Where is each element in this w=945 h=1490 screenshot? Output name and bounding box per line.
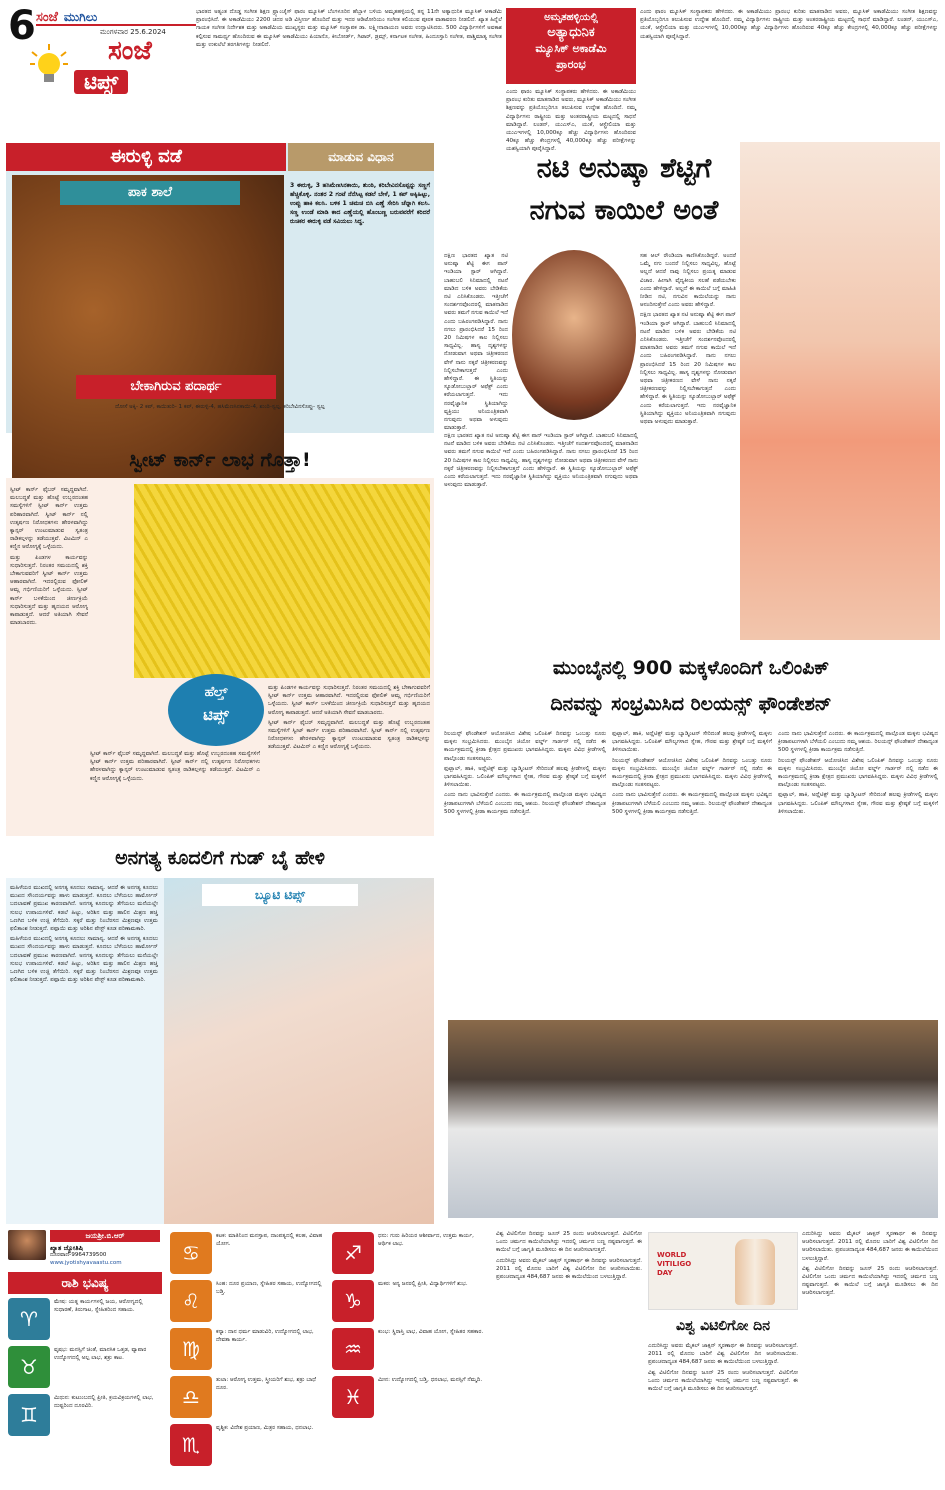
page-number: 6 (8, 3, 36, 49)
aquarius-icon: ♒ (332, 1328, 374, 1370)
sign-row: ♏ ವೃಶ್ಚಿಕ: ವಿದೇಶ ಪ್ರಯಾಣ, ಮಿತ್ರರ ಸಹಾಯ, ಧನಲಾಭ. (170, 1424, 326, 1468)
sign-row: ♑ ಮಕರ: ಅನ್ಯ ಜನರಲ್ಲಿ ಪ್ರೀತಿ, ವಿದ್ಯಾರ್ಥಿಗಳಿಗೆ ಶುಭ. (332, 1280, 488, 1324)
reliance-headline: ಮುಂಬೈನಲ್ಲಿ 900 ಮಕ್ಕಳೊಂದಿಗೆ ಒಲಿಂಪಿಕ್ ದಿನವನ್ನು ಸಂಭ್ರಮಿಸಿದ ರಿಲಯನ್ಸ್ ಫೌಂಡೇಶನ್ (550, 657, 832, 715)
signs-col-3 (332, 1232, 488, 1424)
beauty-headline: ಅನಗತ್ಯ ಕೂದಲಿಗೆ ಗುಡ್ ಬೈ ಹೇಳಿ (115, 847, 325, 869)
anushka-photo (740, 142, 940, 640)
vitiligo-poster: WORLD VITILIGO DAY (648, 1232, 798, 1310)
music-article-right: ಎಂದು ಫಾರಂ ಮ್ಯೂಸಿಕ್ ಸಂಸ್ಥಾಪಕರು ಹೇಳಿದರು. ಈ ಅಕಾಡೆಮಿಯು ಪ್ರಾರಂಭ ಕುರಿತು ಮಾತನಾಡಿದ ಅವರು, ಮ್ಯೂಸಿಕ್ ಅಕಾಡೆಮಿಯು ಸಂಗೀತ ಶಿಕ್ಷಣವನ್ನು ಪ್ರತಿಯೊಬ್ಬರಿಗೂ ತಲುಪಿಸುವ ಉದ್ದೇಶ ಹೊಂದಿದೆ. ನಮ್ಮ ವಿದ್ಯಾರ್ಥಿಗಳು ರಾಷ್ಟ್ರೀಯ ಮತ್ತು ಅಂತರರಾಷ್ಟ್ರೀಯ ಮಟ್ಟದಲ್ಲಿ ಸಾಧನೆ ಮಾಡಿದ್ದಾರೆ. ಲಂಡನ್, ಯುಎಸ್ಎ, ಯುಕೆ, ಆಸ್ಟ್ರೇಲಿಯಾ ಮತ್ತು ಯುಎಇಗಳಲ್ಲಿ 10,000ಕ್ಕೂ ಹೆಚ್ಚು ವಿದ್ಯಾರ್ಥಿಗಳು ಹೊಂದಿರುವ 40ಕ್ಕೂ ಹೆಚ್ಚು ಕೇಂದ್ರಗಳಲ್ಲಿ 40,000ಕ್ಕೂ ಹೆಚ್ಚು ಪರೀಕ್ಷೆಗಳನ್ನು ಯಶಸ್ವಿಯಾಗಿ ಪೂರೈಸಿದ್ದಾರೆ. (640, 9, 938, 40)
sign-row: ♒ ಕುಂಭ: ಸ್ಥಿರಾಸ್ತಿ ಲಾಭ, ವಿವಾಹ ಯೋಗ, ಸ್ನೇಹಿತರ ಸಹಕಾರ. (332, 1328, 488, 1372)
rashi-bhavishya-heading: ರಾಶಿ ಭವಿಷ್ಯ (8, 1272, 162, 1294)
sign-row: ♉ ವೃಷಭ: ಮನಸ್ಸಿಗೆ ಚಿಂತೆ, ಮಾನಸಿಕ ಒತ್ತಡ, ವ್ಯಾಪಾರ ಉದ್ಯೋಗದಲ್ಲಿ ಅಲ್ಪ ಲಾಭ, ಶತ್ರು ಕಾಟ. (8, 1346, 160, 1390)
masthead (8, 3, 198, 96)
vitiligo-body-3: ಎದುರಿಸಿದ್ದು ಅವರು ಮೈಕಲ್ ಜಾಕ್ಸನ್ ಸ್ಮರಣಾರ್ಥ ಈ ದಿನವನ್ನು ಆಚರಿಸಲಾಗುತ್ತದೆ. 2011 ರಲ್ಲಿ ಮೊದಲ ಬಾರಿಗೆ ವಿಶ್ವ ವಿಟಿಲಿಗೋ ದಿನ ಆಚರಿಸಲಾಯಿತು. ಪ್ರಪಂಚದಾದ್ಯಂತ 484,687 ಜನರು ಈ ಕಾಯಿಲೆಯಿಂದ ಬಳಲುತ್ತಿದ್ದಾರೆ. ವಿಶ್ವ ವಿಟಿಲಿಗೋ ದಿನವನ್ನು ಜೂನ್ 25 ರಂದು ಆಚರಿಸಲಾಗುತ್ತದೆ. ವಿಟಿಲಿಗೋ ಒಂದು ಚರ್ಮದ ಕಾಯಿಲೆಯಾಗಿದ್ದು ಇದರಲ್ಲಿ ಚರ್ಮದ ಬಣ್ಣ ನಷ್ಟವಾಗುತ್ತದೆ. ಈ ಕಾಯಿಲೆ ಬಗ್ಗೆ ಜಾಗೃತಿ ಮೂಡಿಸಲು ಈ ದಿನ ಆಚರಿಸಲಾಗುತ್ತದೆ. (802, 1231, 938, 1297)
aries-icon: ♈ (8, 1298, 50, 1340)
reliance-body-2: ಫುಟ್ಬಾಲ್, ಹಾಕಿ, ಅಥ್ಲೆಟಿಕ್ಸ್ ಮತ್ತು ಬ್ಯಾಡ್ಮಿಂಟನ್ ಸೇರಿದಂತೆ ಹಲವು ಕ್ರೀಡೆಗಳಲ್ಲಿ ಮಕ್ಕಳು ಭಾಗವಹಿಸಿದ್ದರು. ಒಲಿಂಪಿಕ್ ಮೌಲ್ಯಗಳಾದ ಸ್ನೇಹ, ಗೌರವ ಮತ್ತು ಶ್ರೇಷ್ಠತೆ ಬಗ್ಗೆ ಮಕ್ಕಳಿಗೆ ತಿಳಿಸಲಾಯಿತು. ರಿಲಯನ್ಸ್ ಫೌಂಡೇಶನ್ ಆಯೋಜಿಸಿದ ವಿಶೇಷ ಒಲಿಂಪಿಕ್ ದಿನವನ್ನು ಒಂಬತ್ತು ನೂರು ಮಕ್ಕಳು ಸಂಭ್ರಮಿಸಿದರು. ಮುಂಬೈನ ಜಿಯೋ ವರ್ಲ್ಡ್ ಗಾರ್ಡನ್ ನಲ್ಲಿ ನಡೆದ ಈ ಕಾರ್ಯಕ್ರಮದಲ್ಲಿ ಕ್ರೀಡಾ ಕ್ಷೇತ್ರದ ಪ್ರಮುಖರು ಭಾಗವಹಿಸಿದ್ದರು. ಮಕ್ಕಳು ವಿವಿಧ ಕ್ರೀಡೆಗಳಲ್ಲಿ ಪಾಲ್ಗೊಂಡು ಸಂತಸಪಟ್ಟರು. ಎಂದು ನಾನು ಭಾವಿಸುತ್ತೇನೆ ಎಂದರು. ಈ ಕಾರ್ಯಕ್ರಮದಲ್ಲಿ ಪಾಲ್ಗೊಂಡ ಮಕ್ಕಳು ಭವಿಷ್ಯದ ಕ್ರೀಡಾಪಟುಗಳಾಗಿ ಬೆಳೆಯಲಿ ಎಂಬುದು ನಮ್ಮ ಆಶಯ. ರಿಲಯನ್ಸ್ ಫೌಂಡೇಶನ್ ದೇಶಾದ್ಯಂತ 500 ಸ್ಥಳಗಳಲ್ಲಿ ಕ್ರೀಡಾ ಕಾರ್ಯಕ್ರಮ ನಡೆಸುತ್ತಿದೆ. (612, 731, 772, 815)
beauty-body: ಮಹಿಳೆಯರ ಮುಖದಲ್ಲಿ ಅನಗತ್ಯ ಕೂದಲು ಸಾಮಾನ್ಯ. ಆದರೆ ಈ ಅನಗತ್ಯ ಕೂದಲು ಮುಖದ ಸೌಂದರ್ಯವನ್ನು ಹಾಳು ಮಾಡುತ್ತದೆ. ಕೂದಲು ಬೆಳೆಯಲು ಹಾರ್ಮೋನ್ ಬದಲಾವಣೆ ಪ್ರಮುಖ ಕಾರಣವಾಗಿದೆ. ಅನಗತ್ಯ ಕೂದಲನ್ನು ತೆಗೆಯಲು ಮನೆಯಲ್ಲೇ ಸುಲಭ ಉಪಾಯಗಳಿವೆ. ಕಡಲೆ ಹಿಟ್ಟು, ಅರಿಶಿನ ಮತ್ತು ಹಾಲಿನ ಮಿಶ್ರಣ ಹಚ್ಚಿ ಒಣಗಿದ ಬಳಿಕ ಉಜ್ಜಿ ತೆಗೆಯಿರಿ. ಸಕ್ಕರೆ ಮತ್ತು ನಿಂಬೆರಸದ ಮಿಶ್ರಣವೂ ಉತ್ತಮ ಫಲಿತಾಂಶ ನೀಡುತ್ತದೆ. ಪಪ್ಪಾಯಿ ಮತ್ತು ಅರಿಶಿನ ಪೇಸ್ಟ್ ಕೂಡ ಪರಿಣಾಮಕಾರಿ. ಮಹಿಳೆಯರ ಮುಖದಲ್ಲಿ ಅನಗತ್ಯ ಕೂದಲು ಸಾಮಾನ್ಯ. ಆದರೆ ಈ ಅನಗತ್ಯ ಕೂದಲು ಮುಖದ ಸೌಂದರ್ಯವನ್ನು ಹಾಳು ಮಾಡುತ್ತದೆ. ಕೂದಲು ಬೆಳೆಯಲು ಹಾರ್ಮೋನ್ ಬದಲಾವಣೆ ಪ್ರಮುಖ ಕಾರಣವಾಗಿದೆ. ಅನಗತ್ಯ ಕೂದಲನ್ನು ತೆಗೆಯಲು ಮನೆಯಲ್ಲೇ ಸುಲಭ ಉಪಾಯಗಳಿವೆ. ಕಡಲೆ ಹಿಟ್ಟು, ಅರಿಶಿನ ಮತ್ತು ಹಾಲಿನ ಮಿಶ್ರಣ ಹಚ್ಚಿ ಒಣಗಿದ ಬಳಿಕ ಉಜ್ಜಿ ತೆಗೆಯಿರಿ. ಸಕ್ಕರೆ ಮತ್ತು ನಿಂಬೆರಸದ ಮಿಶ್ರಣವೂ ಉತ್ತಮ ಫಲಿತಾಂಶ ನೀಡುತ್ತದೆ. ಪಪ್ಪಾಯಿ ಮತ್ತು ಅರಿಶಿನ ಪೇಸ್ಟ್ ಕೂಡ ಪರಿಣಾಮಕಾರಿ. (10, 885, 158, 984)
libra-icon: ♎ (170, 1376, 212, 1418)
virgo-icon: ♍ (170, 1328, 212, 1370)
beauty-photo (164, 878, 434, 1224)
sign-row: ♈ ಮೇಷ: ಯತ್ನ ಕಾರ್ಯಗಳಲ್ಲಿ ಜಯ, ಆರೋಗ್ಯದಲ್ಲಿ ಸುಧಾರಣೆ, ತಿರುಗಾಟ, ಸ್ನೇಹಿತರಿಂದ ಸಹಾಯ. (8, 1298, 160, 1342)
ingredients-text: ದೋಸೆ ಅಕ್ಕಿ- 2 ಕಪ್, ಕಾಯಿತುರಿ- 1 ಕಪ್, ಈರುಳ್ಳಿ-4, ಹಸಿಮೆಣಸಿನಕಾಯಿ-4, ಶುಂಠಿ-ಸ್ವಲ್ಪ, ಕರಿಬೇವಿನಸೊಪ್ಪು- ಸ್ವಲ್ಪ (115, 404, 325, 410)
astrologer-website: www.jyotishyavaastu.com (50, 1260, 122, 1266)
brand-mugilu: ಮುಗಿಲು (63, 9, 98, 24)
anushka-body-side: ಸಹ ಆಲ್ ರೌಂಡಿಯಾ ಕಾಣಿಸಿಕೊಂಡಿದ್ದರೆ. ಅಂದರೆ ಒಮ್ಮೆ ನಗು ಬಂದರೆ ನಿಲ್ಲಿಸಲು ಸಾಧ್ಯವಿಲ್ಲ, ಹೊಟ್ಟೆ ಅಲ್ಲದೆ ಆದರೆ ನಾವು ನಿಲ್ಲಿಸಲು ಪ್ರಯತ್ನ ಮಾಡುವ ವಿಚಾರ. ಹೀಗಾಗಿ ವೈದ್ಯಕೀಯ ಸಲಹೆ ಪಡೆಯಬೇಕು ಎಂದು ಹೇಳಿದ್ದಾರೆ. ಅಲ್ಲದೆ ಈ ಕಾಯಿಲೆ ಬಗ್ಗೆ ಮಾಹಿತಿ ನೀಡಿದ ನಟಿ, ನಗುವಿನ ಕಾಯಿಲೆಯನ್ನು ನಾನು ಆನಂದಿಸುತ್ತೇನೆ ಎಂದು ಅವರು ಹೇಳಿದ್ದಾರೆ. ದಕ್ಷಿಣ ಭಾರತದ ಖ್ಯಾತ ನಟಿ ಅನುಷ್ಕಾ ಶೆಟ್ಟಿ ಈಗ ಪಾನ್ ಇಂಡಿಯಾ ಸ್ಟಾರ್ ಆಗಿದ್ದಾರೆ. ಬಾಹುಬಲಿ ಸಿನಿಮಾದಲ್ಲಿ ನಟನೆ ಮಾಡಿದ ಬಳಿಕ ಅವರು ಬೇಡಿಕೆಯ ನಟಿ ಎನಿಸಿಕೊಂಡರು. ಇತ್ತೀಚೆಗೆ ಸಂದರ್ಶನವೊಂದರಲ್ಲಿ ಮಾತನಾಡಿದ ಅವರು ತಮಗೆ ನಗುವ ಕಾಯಿಲೆ ಇದೆ ಎಂದು ಬಹಿರಂಗಪಡಿಸಿದ್ದಾರೆ. ನಾನು ನಗಲು ಪ್ರಾರಂಭಿಸಿದರೆ 15 ರಿಂದ 20 ನಿಮಿಷಗಳ ಕಾಲ ನಿಲ್ಲಿಸಲು ಸಾಧ್ಯವಿಲ್ಲ. ಹಾಸ್ಯ ದೃಶ್ಯಗಳನ್ನು ನೋಡುವಾಗ ಅಥವಾ ಚಿತ್ರೀಕರಣದ ವೇಳೆ ನಾನು ನಕ್ಕರೆ ಚಿತ್ರೀಕರಣವನ್ನು ನಿಲ್ಲಿಸಬೇಕಾಗುತ್ತದೆ ಎಂದು ಹೇಳಿದ್ದಾರೆ. ಈ ಸ್ಥಿತಿಯನ್ನು ಸ್ಯೂಡೋಬುಲ್ಬಾರ್ ಅಫೆಕ್ಟ್ ಎಂದು ಕರೆಯಲಾಗುತ್ತದೆ. ಇದು ನರವೈಜ್ಞಾನಿಕ ಸ್ಥಿತಿಯಾಗಿದ್ದು ವ್ಯಕ್ತಿಯು ಅನಿಯಂತ್ರಿತವಾಗಿ ನಗುವುದು ಅಥವಾ ಅಳುವುದು ಮಾಡುತ್ತಾರೆ. (640, 253, 736, 426)
taurus-icon: ♉ (8, 1346, 50, 1388)
astrologer-title: ಖ್ಯಾತ ಜ್ಯೋತಿಷಿ (50, 1244, 84, 1252)
anushka-portrait-inset (512, 250, 636, 420)
issue-date: ಮಂಗಳವಾರ 25.6.2024 (100, 28, 166, 36)
anushka-body-main: ದಕ್ಷಿಣ ಭಾರತದ ಖ್ಯಾತ ನಟಿ ಅನುಷ್ಕಾ ಶೆಟ್ಟಿ ಈಗ ಪಾನ್ ಇಂಡಿಯಾ ಸ್ಟಾರ್ ಆಗಿದ್ದಾರೆ. ಬಾಹುಬಲಿ ಸಿನಿಮಾದಲ್ಲಿ ನಟನೆ ಮಾಡಿದ ಬಳಿಕ ಅವರು ಬೇಡಿಕೆಯ ನಟಿ ಎನಿಸಿಕೊಂಡರು. ಇತ್ತೀಚೆಗೆ ಸಂದರ್ಶನವೊಂದರಲ್ಲಿ ಮಾತನಾಡಿದ ಅವರು ತಮಗೆ ನಗುವ ಕಾಯಿಲೆ ಇದೆ ಎಂದು ಬಹಿರಂಗಪಡಿಸಿದ್ದಾರೆ. ನಾನು ನಗಲು ಪ್ರಾರಂಭಿಸಿದರೆ 15 ರಿಂದ 20 ನಿಮಿಷಗಳ ಕಾಲ ನಿಲ್ಲಿಸಲು ಸಾಧ್ಯವಿಲ್ಲ. ಹಾಸ್ಯ ದೃಶ್ಯಗಳನ್ನು ನೋಡುವಾಗ ಅಥವಾ ಚಿತ್ರೀಕರಣದ ವೇಳೆ ನಾನು ನಕ್ಕರೆ ಚಿತ್ರೀಕರಣವನ್ನು ನಿಲ್ಲಿಸಬೇಕಾಗುತ್ತದೆ ಎಂದು ಹೇಳಿದ್ದಾರೆ. ಈ ಸ್ಥಿತಿಯನ್ನು ಸ್ಯೂಡೋಬುಲ್ಬಾರ್ ಅಫೆಕ್ಟ್ ಎಂದು ಕರೆಯಲಾಗುತ್ತದೆ. ಇದು ನರವೈಜ್ಞಾನಿಕ ಸ್ಥಿತಿಯಾಗಿದ್ದು ವ್ಯಕ್ತಿಯು ಅನಿಯಂತ್ರಿತವಾಗಿ ನಗುವುದು ಅಥವಾ ಅಳುವುದು ಮಾಡುತ್ತಾರೆ. (444, 433, 638, 489)
signs-col-1 (8, 1298, 160, 1442)
beauty-box (6, 878, 434, 1224)
corn-photo (134, 484, 430, 678)
capricorn-icon: ♑ (332, 1280, 374, 1322)
sign-row: ♐ ಧನು: ಗುರು ಹಿರಿಯರ ಆಶೀರ್ವಾದ, ಉತ್ತಮ ಕಾರ್ಯ, ಆರ್ಥಿಕ ಲಾಭ. (332, 1232, 488, 1276)
signs-col-2 (170, 1232, 326, 1472)
health-tips-badge: ಹೆಲ್ತ್ ಟಿಪ್ಸ್ (168, 674, 264, 746)
anushka-body-left: ದಕ್ಷಿಣ ಭಾರತದ ಖ್ಯಾತ ನಟಿ ಅನುಷ್ಕಾ ಶೆಟ್ಟಿ ಈಗ ಪಾನ್ ಇಂಡಿಯಾ ಸ್ಟಾರ್ ಆಗಿದ್ದಾರೆ. ಬಾಹುಬಲಿ ಸಿನಿಮಾದಲ್ಲಿ ನಟನೆ ಮಾಡಿದ ಬಳಿಕ ಅವರು ಬೇಡಿಕೆಯ ನಟಿ ಎನಿಸಿಕೊಂಡರು. ಇತ್ತೀಚೆಗೆ ಸಂದರ್ಶನವೊಂದರಲ್ಲಿ ಮಾತನಾಡಿದ ಅವರು ತಮಗೆ ನಗುವ ಕಾಯಿಲೆ ಇದೆ ಎಂದು ಬಹಿರಂಗಪಡಿಸಿದ್ದಾರೆ. ನಾನು ನಗಲು ಪ್ರಾರಂಭಿಸಿದರೆ 15 ರಿಂದ 20 ನಿಮಿಷಗಳ ಕಾಲ ನಿಲ್ಲಿಸಲು ಸಾಧ್ಯವಿಲ್ಲ. ಹಾಸ್ಯ ದೃಶ್ಯಗಳನ್ನು ನೋಡುವಾಗ ಅಥವಾ ಚಿತ್ರೀಕರಣದ ವೇಳೆ ನಾನು ನಕ್ಕರೆ ಚಿತ್ರೀಕರಣವನ್ನು ನಿಲ್ಲಿಸಬೇಕಾಗುತ್ತದೆ ಎಂದು ಹೇಳಿದ್ದಾರೆ. ಈ ಸ್ಥಿತಿಯನ್ನು ಸ್ಯೂಡೋಬುಲ್ಬಾರ್ ಅಫೆಕ್ಟ್ ಎಂದು ಕರೆಯಲಾಗುತ್ತದೆ. ಇದು ನರವೈಜ್ಞಾನಿಕ ಸ್ಥಿತಿಯಾಗಿದ್ದು ವ್ಯಕ್ತಿಯು ಅನಿಯಂತ್ರಿತವಾಗಿ ನಗುವುದು ಅಥವಾ ಅಳುವುದು ಮಾಡುತ್ತಾರೆ. (444, 253, 508, 432)
sign-row: ♓ ಮೀನ: ಉದ್ಯೋಗದಲ್ಲಿ ಬಡ್ತಿ, ಧನಲಾಭ, ಮನಸ್ಸಿಗೆ ನೆಮ್ಮದಿ. (332, 1376, 488, 1420)
gemini-icon: ♊ (8, 1394, 50, 1436)
recipe-title: ಈರುಳ್ಳಿ ವಡೆ (6, 143, 286, 171)
reliance-body-1: ರಿಲಯನ್ಸ್ ಫೌಂಡೇಶನ್ ಆಯೋಜಿಸಿದ ವಿಶೇಷ ಒಲಿಂಪಿಕ್ ದಿನವನ್ನು ಒಂಬತ್ತು ನೂರು ಮಕ್ಕಳು ಸಂಭ್ರಮಿಸಿದರು. ಮುಂಬೈನ ಜಿಯೋ ವರ್ಲ್ಡ್ ಗಾರ್ಡನ್ ನಲ್ಲಿ ನಡೆದ ಈ ಕಾರ್ಯಕ್ರಮದಲ್ಲಿ ಕ್ರೀಡಾ ಕ್ಷೇತ್ರದ ಪ್ರಮುಖರು ಭಾಗವಹಿಸಿದ್ದರು. ಮಕ್ಕಳು ವಿವಿಧ ಕ್ರೀಡೆಗಳಲ್ಲಿ ಪಾಲ್ಗೊಂಡು ಸಂತಸಪಟ್ಟರು. ಫುಟ್ಬಾಲ್, ಹಾಕಿ, ಅಥ್ಲೆಟಿಕ್ಸ್ ಮತ್ತು ಬ್ಯಾಡ್ಮಿಂಟನ್ ಸೇರಿದಂತೆ ಹಲವು ಕ್ರೀಡೆಗಳಲ್ಲಿ ಮಕ್ಕಳು ಭಾಗವಹಿಸಿದ್ದರು. ಒಲಿಂಪಿಕ್ ಮೌಲ್ಯಗಳಾದ ಸ್ನೇಹ, ಗೌರವ ಮತ್ತು ಶ್ರೇಷ್ಠತೆ ಬಗ್ಗೆ ಮಕ್ಕಳಿಗೆ ತಿಳಿಸಲಾಯಿತು. ಎಂದು ನಾನು ಭಾವಿಸುತ್ತೇನೆ ಎಂದರು. ಈ ಕಾರ್ಯಕ್ರಮದಲ್ಲಿ ಪಾಲ್ಗೊಂಡ ಮಕ್ಕಳು ಭವಿಷ್ಯದ ಕ್ರೀಡಾಪಟುಗಳಾಗಿ ಬೆಳೆಯಲಿ ಎಂಬುದು ನಮ್ಮ ಆಶಯ. ರಿಲಯನ್ಸ್ ಫೌಂಡೇಶನ್ ದೇಶಾದ್ಯಂತ 500 ಸ್ಥಳಗಳಲ್ಲಿ ಕ್ರೀಡಾ ಕಾರ್ಯಕ್ರಮ ನಡೆಸುತ್ತಿದೆ. (444, 731, 606, 815)
recipe-method-text: 3 ಈರುಳ್ಳಿ, 3 ಹಸಿಮೆಣಸಿನಕಾಯಿ, ಶುಂಠಿ, ಕರಿಬೇವಿನಸೊಪ್ಪನ್ನು ಸಣ್ಣಗೆ ಹೆಚ್ಚಿಕೊಳ್ಳಿ. ನಂತರ 2 ಗಂಟೆ ನೆನೆಸಿಟ್ಟ ಕಡಲೆ ಬೇಳೆ, 1 ಕಪ್ ಅಕ್ಕಿಹಿಟ್ಟು, ಉಪ್ಪು ಹಾಕಿ ಕಲಸಿ. ಬಳಿಕ 1 ಚಮಚ ಬಿಸಿ ಎಣ್ಣೆ ಸೇರಿಸಿ ಚೆನ್ನಾಗಿ ಕಲಸಿ. ಸಣ್ಣ ಉಂಡೆ ಮಾಡಿ ಕಾದ ಎಣ್ಣೆಯಲ್ಲಿ ಹೊಂಬಣ್ಣ ಬರುವವರೆಗೆ ಕರಿದರೆ ರುಚಿಕರ ಈರುಳ್ಳಿ ವಡೆ ಸವಿಯಲು ಸಿದ್ಧ. (290, 182, 430, 225)
vitiligo-headline: ವಿಶ್ವ ವಿಟಿಲಿಗೋ ದಿನ (676, 1318, 770, 1334)
sweetcorn-box (6, 478, 434, 836)
hand-icon (735, 1239, 775, 1305)
astrologer-avatar (8, 1230, 46, 1260)
brand-sanje: ಸಂಜೆ (36, 9, 58, 25)
beauty-tips-label: ಬ್ಯೂಟಿ ಟಿಪ್ಸ್ (202, 884, 358, 906)
cancer-icon: ♋ (170, 1232, 212, 1274)
reliance-photo (448, 1020, 938, 1218)
sign-row: ♎ ತುಲಾ: ಆರೋಗ್ಯ ಉತ್ತಮ, ಸ್ತ್ರೀಯರಿಗೆ ಶುಭ, ಶತ್ರು ಬಾಧೆ ದೂರ. (170, 1376, 326, 1420)
astrologer-name: ಜಯಶ್ರೀ.ಬಿ.ಆರ್ (50, 1230, 160, 1242)
music-article-left: ಭಾರತದ ಅತ್ಯಂತ ದೊಡ್ಡ ಸಂಗೀತ ಶಿಕ್ಷಣ ಫ್ರ್ಯಾಂಚೈಸ್ ಫಾರಂ ಮ್ಯೂಸಿಕ್ ಬೆಂಗಳೂರಿನ ಹೆಬ್ಬಾಳ ಬಳಿಯ ಅಮೃತಹಳ್ಳಿಯಲ್ಲಿ ತನ್ನ 11ನೇ ಅತ್ಯಾಧುನಿಕ ಮ್ಯೂಸಿಕ್ ಅಕಾಡೆಮಿ ಪ್ರಾರಂಭಿಸಿದೆ. ಈ ಅಕಾಡೆಮಿಯು 2200 ಚದರ ಅಡಿ ವಿಸ್ತೀರ್ಣ ಹೊಂದಿದೆ ಮತ್ತು ಇದರ ಆಡಿಟೋರಿಯಂ ಸಂಗೀತ ಕಲಿಯುವ ಪೂರಕ ವಾತಾವರಣ ನೀಡಲಿದೆ. ಖ್ಯಾತ ಹಿನ್ನೆಲೆ ಗಾಯಕ ಸಂಗೀತ ನಿರ್ದೇಶಕ ಮತ್ತು ಅಕಾಡೆಮಿಯ ಮುಖ್ಯಸ್ಥರು ಮತ್ತು ಮ್ಯೂಸಿಕ್ ಸಂಸ್ಥಾಪಕ ಡಾ. ಲಕ್ಷ್ಮೀನಾರಾಯಣ ಅವರು ಉದ್ಘಾಟಿಸಿದರು. 500 ವಿದ್ಯಾರ್ಥಿಗಳಿಗೆ ಅವಕಾಶ ಕಲ್ಪಿಸುವ ಸಾಮರ್ಥ್ಯ ಹೊಂದಿರುವ ಈ ಮ್ಯೂಸಿಕ್ ಅಕಾಡೆಮಿಯು ಪಿಯಾನೊ, ಕೀಬೋರ್ಡ್, ಗಿಟಾರ್, ಡ್ರಮ್ಸ್, ಕರ್ನಾಟಕ ಸಂಗೀತ, ಹಿಂದೂಸ್ತಾನಿ ಸಂಗೀತ, ಪಾಶ್ಚಿಮಾತ್ಯ ಸಂಗೀತ ಮತ್ತು ಉಕುಲೆಲೆ ತರಗತಿಗಳನ್ನು ನೀಡಲಿದೆ. (196, 9, 502, 48)
astrology-section (6, 1228, 490, 1486)
vitiligo-body-1: ವಿಶ್ವ ವಿಟಿಲಿಗೋ ದಿನವನ್ನು ಜೂನ್ 25 ರಂದು ಆಚರಿಸಲಾಗುತ್ತದೆ. ವಿಟಿಲಿಗೋ ಒಂದು ಚರ್ಮದ ಕಾಯಿಲೆಯಾಗಿದ್ದು ಇದರಲ್ಲಿ ಚರ್ಮದ ಬಣ್ಣ ನಷ್ಟವಾಗುತ್ತದೆ. ಈ ಕಾಯಿಲೆ ಬಗ್ಗೆ ಜಾಗೃತಿ ಮೂಡಿಸಲು ಈ ದಿನ ಆಚರಿಸಲಾಗುತ್ತದೆ. ಎದುರಿಸಿದ್ದು ಅವರು ಮೈಕಲ್ ಜಾಕ್ಸನ್ ಸ್ಮರಣಾರ್ಥ ಈ ದಿನವನ್ನು ಆಚರಿಸಲಾಗುತ್ತದೆ. 2011 ರಲ್ಲಿ ಮೊದಲ ಬಾರಿಗೆ ವಿಶ್ವ ವಿಟಿಲಿಗೋ ದಿನ ಆಚರಿಸಲಾಯಿತು. ಪ್ರಪಂಚದಾದ್ಯಂತ 484,687 ಜನರು ಈ ಕಾಯಿಲೆಯಿಂದ ಬಳಲುತ್ತಿದ್ದಾರೆ. (496, 1231, 642, 1281)
sagittarius-icon: ♐ (332, 1232, 374, 1274)
bulb-icon (30, 44, 68, 86)
sign-row: ♌ ಸಿಂಹ: ದೂರ ಪ್ರಯಾಣ, ಸ್ನೇಹಿತರ ಸಹಾಯ, ಉದ್ಯೋಗದಲ್ಲಿ ಬಡ್ತಿ. (170, 1280, 326, 1324)
reliance-body-3: ಎಂದು ನಾನು ಭಾವಿಸುತ್ತೇನೆ ಎಂದರು. ಈ ಕಾರ್ಯಕ್ರಮದಲ್ಲಿ ಪಾಲ್ಗೊಂಡ ಮಕ್ಕಳು ಭವಿಷ್ಯದ ಕ್ರೀಡಾಪಟುಗಳಾಗಿ ಬೆಳೆಯಲಿ ಎಂಬುದು ನಮ್ಮ ಆಶಯ. ರಿಲಯನ್ಸ್ ಫೌಂಡೇಶನ್ ದೇಶಾದ್ಯಂತ 500 ಸ್ಥಳಗಳಲ್ಲಿ ಕ್ರೀಡಾ ಕಾರ್ಯಕ್ರಮ ನಡೆಸುತ್ತಿದೆ. ರಿಲಯನ್ಸ್ ಫೌಂಡೇಶನ್ ಆಯೋಜಿಸಿದ ವಿಶೇಷ ಒಲಿಂಪಿಕ್ ದಿನವನ್ನು ಒಂಬತ್ತು ನೂರು ಮಕ್ಕಳು ಸಂಭ್ರಮಿಸಿದರು. ಮುಂಬೈನ ಜಿಯೋ ವರ್ಲ್ಡ್ ಗಾರ್ಡನ್ ನಲ್ಲಿ ನಡೆದ ಈ ಕಾರ್ಯಕ್ರಮದಲ್ಲಿ ಕ್ರೀಡಾ ಕ್ಷೇತ್ರದ ಪ್ರಮುಖರು ಭಾಗವಹಿಸಿದ್ದರು. ಮಕ್ಕಳು ವಿವಿಧ ಕ್ರೀಡೆಗಳಲ್ಲಿ ಪಾಲ್ಗೊಂಡು ಸಂತಸಪಟ್ಟರು. ಫುಟ್ಬಾಲ್, ಹಾಕಿ, ಅಥ್ಲೆಟಿಕ್ಸ್ ಮತ್ತು ಬ್ಯಾಡ್ಮಿಂಟನ್ ಸೇರಿದಂತೆ ಹಲವು ಕ್ರೀಡೆಗಳಲ್ಲಿ ಮಕ್ಕಳು ಭಾಗವಹಿಸಿದ್ದರು. ಒಲಿಂಪಿಕ್ ಮೌಲ್ಯಗಳಾದ ಸ್ನೇಹ, ಗೌರವ ಮತ್ತು ಶ್ರೇಷ್ಠತೆ ಬಗ್ಗೆ ಮಕ್ಕಳಿಗೆ ತಿಳಿಸಲಾಯಿತು. (778, 731, 938, 815)
ingredients-label: ಬೇಕಾಗಿರುವ ಪದಾರ್ಥ (76, 375, 276, 399)
sweetcorn-text-1: ಸ್ವೀಟ್ ಕಾರ್ನ್ ಫೈಬರ್ ಸಮೃದ್ಧವಾಗಿದೆ. ಮಲಬದ್ಧತೆ ಮತ್ತು ಹೊಟ್ಟೆ ಉಬ್ಬರದಂತಹ ಸಮಸ್ಯೆಗಳಿಗೆ ಸ್ವೀಟ್ ಕಾರ್ನ್ ಉತ್ತಮ ಪರಿಹಾರವಾಗಿದೆ. ಸ್ವೀಟ್ ಕಾರ್ನ್ ನಲ್ಲಿ ಉತ್ಕರ್ಷಣ ನಿರೋಧಕಗಳು ಹೇರಳವಾಗಿದ್ದು ಕ್ಯಾನ್ಸರ್ ಉಂಟುಮಾಡುವ ಸ್ವತಂತ್ರ ರಾಡಿಕಲ್ಗಳನ್ನು ತಡೆಯುತ್ತವೆ. ವಿಟಮಿನ್ ಎ ಕಣ್ಣಿನ ಆರೋಗ್ಯಕ್ಕೆ ಒಳ್ಳೆಯದು. ಮತ್ತು ಪಿಂಡಗಳ ಕಾರ್ಯವನ್ನು ಸುಧಾರಿಸುತ್ತದೆ. ನಿರಂತರ ಸಮಯದಲ್ಲಿ ಶಕ್ತಿ ಬೇಕಾಗುವವರಿಗೆ ಸ್ವೀಟ್ ಕಾರ್ನ್ ಉತ್ತಮ ಆಹಾರವಾಗಿದೆ. ಇದರಲ್ಲಿರುವ ಫೋಲಿಕ್ ಆಮ್ಲ ಗರ್ಭಿಣಿಯರಿಗೆ ಒಳ್ಳೆಯದು. ಸ್ವೀಟ್ ಕಾರ್ನ್ ಬಳಕೆಯಿಂದ ಜೀರ್ಣಕ್ರಿಯೆ ಸುಧಾರಿಸುತ್ತದೆ ಮತ್ತು ಹೃದಯದ ಆರೋಗ್ಯ ಕಾಪಾಡುತ್ತದೆ. ಆದರೆ ಅತಿಯಾಗಿ ಸೇವನೆ ಮಾಡಬಾರದು. (10, 487, 88, 627)
leo-icon: ♌ (170, 1280, 212, 1322)
section-sanje: ಸಂಜೆ (108, 36, 152, 66)
sweetcorn-headline: ಸ್ವೀಟ್ ಕಾರ್ನ್ ಲಾಭ ಗೊತ್ತಾ! (129, 449, 311, 471)
music-article-below-box: ಎಂದು ಫಾರಂ ಮ್ಯೂಸಿಕ್ ಸಂಸ್ಥಾಪಕರು ಹೇಳಿದರು. ಈ ಅಕಾಡೆಮಿಯು ಪ್ರಾರಂಭ ಕುರಿತು ಮಾತನಾಡಿದ ಅವರು, ಮ್ಯೂಸಿಕ್ ಅಕಾಡೆಮಿಯು ಸಂಗೀತ ಶಿಕ್ಷಣವನ್ನು ಪ್ರತಿಯೊಬ್ಬರಿಗೂ ತಲುಪಿಸುವ ಉದ್ದೇಶ ಹೊಂದಿದೆ. ನಮ್ಮ ವಿದ್ಯಾರ್ಥಿಗಳು ರಾಷ್ಟ್ರೀಯ ಮತ್ತು ಅಂತರರಾಷ್ಟ್ರೀಯ ಮಟ್ಟದಲ್ಲಿ ಸಾಧನೆ ಮಾಡಿದ್ದಾರೆ. ಲಂಡನ್, ಯುಎಸ್ಎ, ಯುಕೆ, ಆಸ್ಟ್ರೇಲಿಯಾ ಮತ್ತು ಯುಎಇಗಳಲ್ಲಿ 10,000ಕ್ಕೂ ಹೆಚ್ಚು ವಿದ್ಯಾರ್ಥಿಗಳು ಹೊಂದಿರುವ 40ಕ್ಕೂ ಹೆಚ್ಚು ಕೇಂದ್ರಗಳಲ್ಲಿ 40,000ಕ್ಕೂ ಹೆಚ್ಚು ಪರೀಕ್ಷೆಗಳನ್ನು ಯಶಸ್ವಿಯಾಗಿ ಪೂರೈಸಿದ್ದಾರೆ. (506, 89, 636, 153)
recipe-section (6, 143, 434, 433)
kitchen-label: ಪಾಕ ಶಾಲೆ (60, 181, 240, 205)
sign-row: ♊ ಮಿಥುನ: ಕುಟುಂಬದಲ್ಲಿ ಪ್ರೀತಿ, ಕ್ರಯವಿಕ್ರಯಗಳಲ್ಲಿ ಲಾಭ, ದುಷ್ಟರಿಂದ ದೂರವಿರಿ. (8, 1394, 160, 1438)
section-tips: ಟಿಪ್ಸ್ (74, 70, 128, 94)
sign-row: ♍ ಕನ್ಯಾ: ದಾನ ಧರ್ಮ ಮಾಡುವಿರಿ, ಉದ್ಯೋಗದಲ್ಲಿ ಲಾಭ, ದೇವತಾ ಕಾರ್ಯ. (170, 1328, 326, 1372)
scorpio-icon: ♏ (170, 1424, 212, 1466)
method-label: ಮಾಡುವ ವಿಧಾನ (288, 143, 434, 171)
vitiligo-body-2: ಎದುರಿಸಿದ್ದು ಅವರು ಮೈಕಲ್ ಜಾಕ್ಸನ್ ಸ್ಮರಣಾರ್ಥ ಈ ದಿನವನ್ನು ಆಚರಿಸಲಾಗುತ್ತದೆ. 2011 ರಲ್ಲಿ ಮೊದಲ ಬಾರಿಗೆ ವಿಶ್ವ ವಿಟಿಲಿಗೋ ದಿನ ಆಚರಿಸಲಾಯಿತು. ಪ್ರಪಂಚದಾದ್ಯಂತ 484,687 ಜನರು ಈ ಕಾಯಿಲೆಯಿಂದ ಬಳಲುತ್ತಿದ್ದಾರೆ. ವಿಶ್ವ ವಿಟಿಲಿಗೋ ದಿನವನ್ನು ಜೂನ್ 25 ರಂದು ಆಚರಿಸಲಾಗುತ್ತದೆ. ವಿಟಿಲಿಗೋ ಒಂದು ಚರ್ಮದ ಕಾಯಿಲೆಯಾಗಿದ್ದು ಇದರಲ್ಲಿ ಚರ್ಮದ ಬಣ್ಣ ನಷ್ಟವಾಗುತ್ತದೆ. ಈ ಕಾಯಿಲೆ ಬಗ್ಗೆ ಜಾಗೃತಿ ಮೂಡಿಸಲು ಈ ದಿನ ಆಚರಿಸಲಾಗುತ್ತದೆ. (648, 1343, 798, 1393)
sweetcorn-text-3: ಮತ್ತು ಪಿಂಡಗಳ ಕಾರ್ಯವನ್ನು ಸುಧಾರಿಸುತ್ತದೆ. ನಿರಂತರ ಸಮಯದಲ್ಲಿ ಶಕ್ತಿ ಬೇಕಾಗುವವರಿಗೆ ಸ್ವೀಟ್ ಕಾರ್ನ್ ಉತ್ತಮ ಆಹಾರವಾಗಿದೆ. ಇದರಲ್ಲಿರುವ ಫೋಲಿಕ್ ಆಮ್ಲ ಗರ್ಭಿಣಿಯರಿಗೆ ಒಳ್ಳೆಯದು. ಸ್ವೀಟ್ ಕಾರ್ನ್ ಬಳಕೆಯಿಂದ ಜೀರ್ಣಕ್ರಿಯೆ ಸುಧಾರಿಸುತ್ತದೆ ಮತ್ತು ಹೃದಯದ ಆರೋಗ್ಯ ಕಾಪಾಡುತ್ತದೆ. ಆದರೆ ಅತಿಯಾಗಿ ಸೇವನೆ ಮಾಡಬಾರದು. ಸ್ವೀಟ್ ಕಾರ್ನ್ ಫೈಬರ್ ಸಮೃದ್ಧವಾಗಿದೆ. ಮಲಬದ್ಧತೆ ಮತ್ತು ಹೊಟ್ಟೆ ಉಬ್ಬರದಂತಹ ಸಮಸ್ಯೆಗಳಿಗೆ ಸ್ವೀಟ್ ಕಾರ್ನ್ ಉತ್ತಮ ಪರಿಹಾರವಾಗಿದೆ. ಸ್ವೀಟ್ ಕಾರ್ನ್ ನಲ್ಲಿ ಉತ್ಕರ್ಷಣ ನಿರೋಧಕಗಳು ಹೇರಳವಾಗಿದ್ದು ಕ್ಯಾನ್ಸರ್ ಉಂಟುಮಾಡುವ ಸ್ವತಂತ್ರ ರಾಡಿಕಲ್ಗಳನ್ನು ತಡೆಯುತ್ತವೆ. ವಿಟಮಿನ್ ಎ ಕಣ್ಣಿನ ಆರೋಗ್ಯಕ್ಕೆ ಒಳ್ಳೆಯದು. (268, 685, 430, 751)
astrologer-phone: ದೂರವಾಣಿ-9964739500 (50, 1252, 107, 1258)
pisces-icon: ♓ (332, 1376, 374, 1418)
sweetcorn-text-2: ಸ್ವೀಟ್ ಕಾರ್ನ್ ಫೈಬರ್ ಸಮೃದ್ಧವಾಗಿದೆ. ಮಲಬದ್ಧತೆ ಮತ್ತು ಹೊಟ್ಟೆ ಉಬ್ಬರದಂತಹ ಸಮಸ್ಯೆಗಳಿಗೆ ಸ್ವೀಟ್ ಕಾರ್ನ್ ಉತ್ತಮ ಪರಿಹಾರವಾಗಿದೆ. ಸ್ವೀಟ್ ಕಾರ್ನ್ ನಲ್ಲಿ ಉತ್ಕರ್ಷಣ ನಿರೋಧಕಗಳು ಹೇರಳವಾಗಿದ್ದು ಕ್ಯಾನ್ಸರ್ ಉಂಟುಮಾಡುವ ಸ್ವತಂತ್ರ ರಾಡಿಕಲ್ಗಳನ್ನು ತಡೆಯುತ್ತವೆ. ವಿಟಮಿನ್ ಎ ಕಣ್ಣಿನ ಆರೋಗ್ಯಕ್ಕೆ ಒಳ್ಳೆಯದು. (90, 751, 260, 782)
sign-row: ♋ ಕಟಕ: ಮಾತಿನಿಂದ ಮನಸ್ತಾಪ, ದಾಂಪತ್ಯದಲ್ಲಿ ಕಲಹ, ವಿವಾಹ ಯೋಗ. (170, 1232, 326, 1276)
music-headline-box: ಅಮೃತಹಳ್ಳಿಯಲ್ಲಿ ಅತ್ಯಾಧುನಿಕ ಮ್ಯೂಸಿಕ್ ಅಕಾಡೆಮಿ ಪ್ರಾರಂಭ (506, 8, 636, 84)
anushka-headline: ನಟಿ ಅನುಷ್ಕಾ ಶೆಟ್ಟಿಗೆ ನಗುವ ಕಾಯಿಲೆ ಅಂತೆ (529, 153, 719, 226)
